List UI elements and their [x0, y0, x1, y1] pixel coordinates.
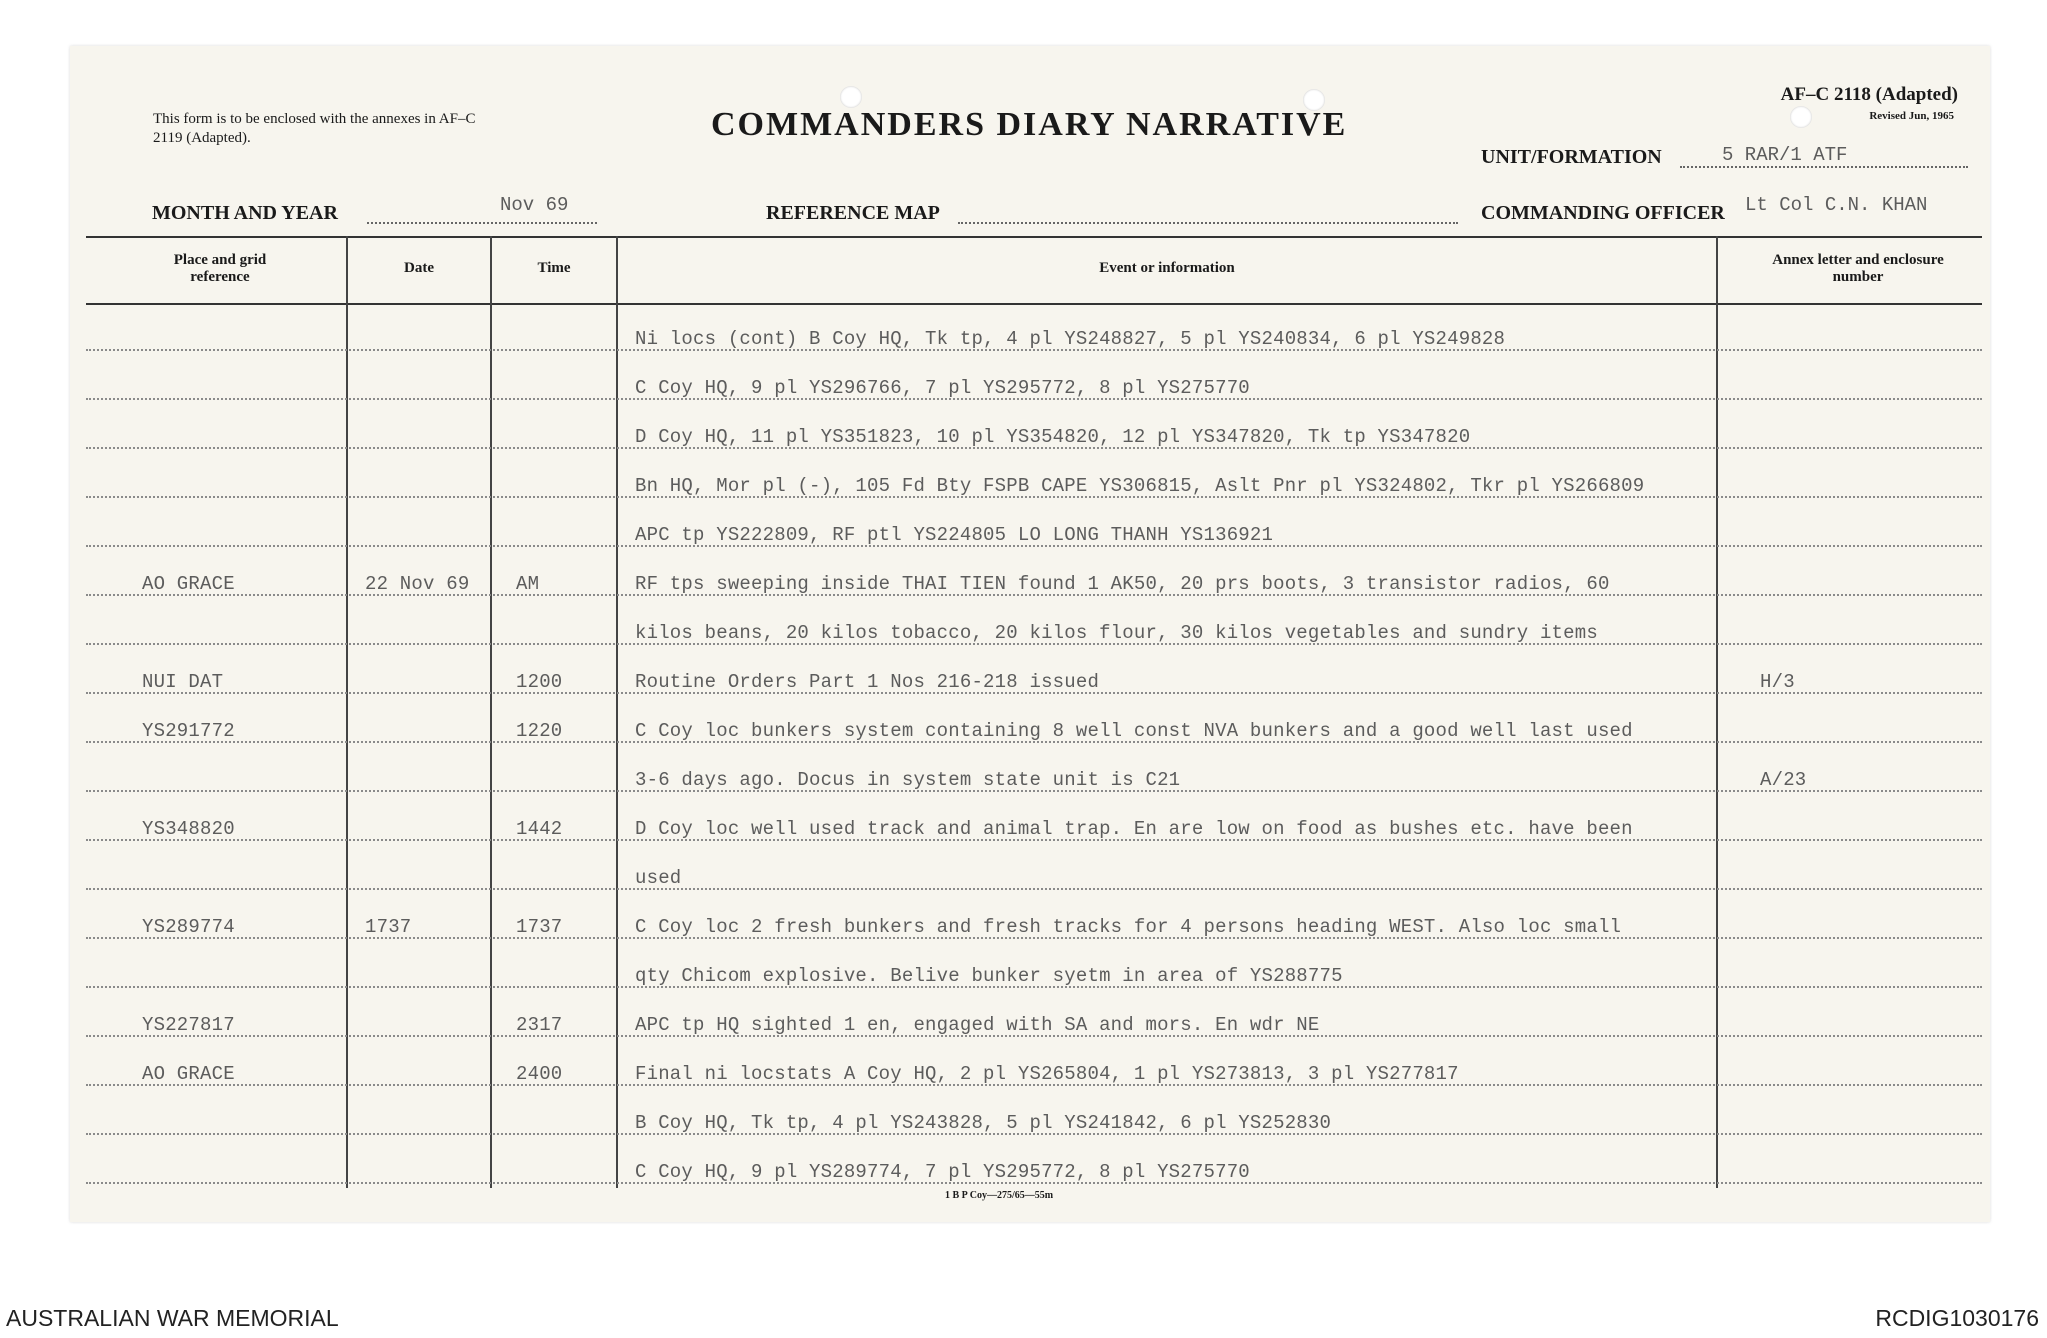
row-place: YS348820	[142, 818, 235, 840]
column-divider-1	[346, 236, 348, 1188]
form-number: AF–C 2118 (Adapted)	[1780, 84, 1958, 105]
row-date: 1737	[365, 916, 412, 938]
row-place: NUI DAT	[142, 671, 224, 693]
month-year-line	[367, 222, 597, 224]
column-divider-2	[490, 236, 492, 1188]
row-place: YS227817	[142, 1014, 235, 1036]
row-rule	[86, 496, 1982, 498]
row-rule	[86, 1084, 1982, 1086]
row-rule	[86, 937, 1982, 939]
unit-formation-line	[1680, 166, 1968, 168]
printer-imprint: 1 B P Coy—275/65—55m	[945, 1190, 1054, 1201]
row-date: 22 Nov 69	[365, 573, 470, 595]
row-rule	[86, 790, 1982, 792]
row-annex: A/23	[1760, 769, 1807, 791]
row-event: Final ni locstats A Coy HQ, 2 pl YS265804, 1 pl YS273813, 3 pl YS277817	[635, 1063, 1459, 1085]
archive-credit: AUSTRALIAN WAR MEMORIAL	[6, 1305, 339, 1331]
row-event: used	[635, 867, 682, 889]
row-rule	[86, 349, 1982, 351]
row-time: 1442	[516, 818, 563, 840]
row-rule	[86, 398, 1982, 400]
row-time: 1220	[516, 720, 563, 742]
row-event: Bn HQ, Mor pl (-), 105 Fd Bty FSPB CAPE YS306815, Aslt Pnr pl YS324802, Tkr pl YS266809	[635, 475, 1645, 497]
row-rule	[86, 594, 1982, 596]
header-bottom-border	[86, 303, 1982, 305]
row-rule	[86, 1133, 1982, 1135]
table-top-border	[86, 236, 1982, 238]
row-rule	[86, 692, 1982, 694]
revised-date: Revised Jun, 1965	[1869, 110, 1954, 122]
row-annex: H/3	[1760, 671, 1795, 693]
row-event: D Coy loc well used track and animal trap. En are low on food as bushes etc. have been	[635, 818, 1633, 840]
row-time: AM	[516, 573, 540, 595]
enclosure-note: This form is to be enclosed with the annexes in AF–C 2119 (Adapted).	[153, 111, 476, 146]
row-event: APC tp YS222809, RF ptl YS224805 LO LONG THANH YS136921	[635, 524, 1274, 546]
column-header-event: Event or information	[1099, 260, 1235, 276]
row-event: C Coy loc bunkers system containing 8 well const NVA bunkers and a good well last used	[635, 720, 1633, 742]
column-header-annex: Annex letter and enclosure number	[1772, 252, 1944, 285]
row-event: RF tps sweeping inside THAI TIEN found 1 AK50, 20 prs boots, 3 transistor radios, 60	[635, 573, 1610, 595]
row-event: qty Chicom explosive. Belive bunker syetm in area of YS288775	[635, 965, 1343, 987]
month-year-value: Nov 69	[500, 194, 569, 216]
row-rule	[86, 545, 1982, 547]
column-header-time: Time	[537, 260, 571, 276]
column-header-place: Place and grid reference	[173, 252, 267, 285]
row-time: 2317	[516, 1014, 563, 1036]
row-time: 2400	[516, 1063, 563, 1085]
row-event: C Coy loc 2 fresh bunkers and fresh tracks for 4 persons heading WEST. Also loc small	[635, 916, 1622, 938]
row-rule	[86, 986, 1982, 988]
column-divider-4	[1716, 236, 1718, 1188]
row-event: Ni locs (cont) B Coy HQ, Tk tp, 4 pl YS248827, 5 pl YS240834, 6 pl YS249828	[635, 328, 1506, 350]
row-event: C Coy HQ, 9 pl YS289774, 7 pl YS295772, 8 pl YS275770	[635, 1161, 1250, 1183]
row-place: AO GRACE	[142, 573, 235, 595]
row-rule	[86, 888, 1982, 890]
diary-form	[70, 46, 1990, 1222]
row-event: kilos beans, 20 kilos tobacco, 20 kilos flour, 30 kilos vegetables and sundry items	[635, 622, 1598, 644]
reference-map-line	[958, 222, 1458, 224]
commanding-officer-value: Lt Col C.N. KHAN	[1745, 194, 1928, 216]
row-rule	[86, 741, 1982, 743]
row-rule	[86, 1182, 1982, 1184]
unit-formation-value: 5 RAR/1 ATF	[1722, 144, 1848, 166]
row-rule	[86, 839, 1982, 841]
reference-map-label: REFERENCE MAP	[766, 202, 940, 224]
punch-hole-far-right	[1790, 106, 1812, 128]
column-header-date: Date	[404, 260, 434, 276]
row-time: 1200	[516, 671, 563, 693]
punch-hole-left	[840, 86, 862, 108]
form-title: COMMANDERS DIARY NARRATIVE	[711, 106, 1348, 143]
row-event: 3-6 days ago. Docus in system state unit is C21	[635, 769, 1181, 791]
row-event: B Coy HQ, Tk tp, 4 pl YS243828, 5 pl YS241842, 6 pl YS252830	[635, 1112, 1332, 1134]
commanding-officer-label: COMMANDING OFFICER	[1481, 202, 1725, 224]
archive-id: RCDIG1030176	[1875, 1305, 2039, 1331]
row-event: C Coy HQ, 9 pl YS296766, 7 pl YS295772, 8 pl YS275770	[635, 377, 1250, 399]
row-rule	[86, 1035, 1982, 1037]
row-place: YS291772	[142, 720, 235, 742]
month-year-label: MONTH AND YEAR	[152, 202, 338, 224]
row-rule	[86, 447, 1982, 449]
row-place: AO GRACE	[142, 1063, 235, 1085]
row-place: YS289774	[142, 916, 235, 938]
row-rule	[86, 643, 1982, 645]
row-event: APC tp HQ sighted 1 en, engaged with SA and mors. En wdr NE	[635, 1014, 1320, 1036]
unit-formation-label: UNIT/FORMATION	[1481, 146, 1662, 168]
column-divider-3	[616, 236, 618, 1188]
row-event: D Coy HQ, 11 pl YS351823, 10 pl YS354820, 12 pl YS347820, Tk tp YS347820	[635, 426, 1471, 448]
row-event: Routine Orders Part 1 Nos 216-218 issued	[635, 671, 1100, 693]
row-time: 1737	[516, 916, 563, 938]
